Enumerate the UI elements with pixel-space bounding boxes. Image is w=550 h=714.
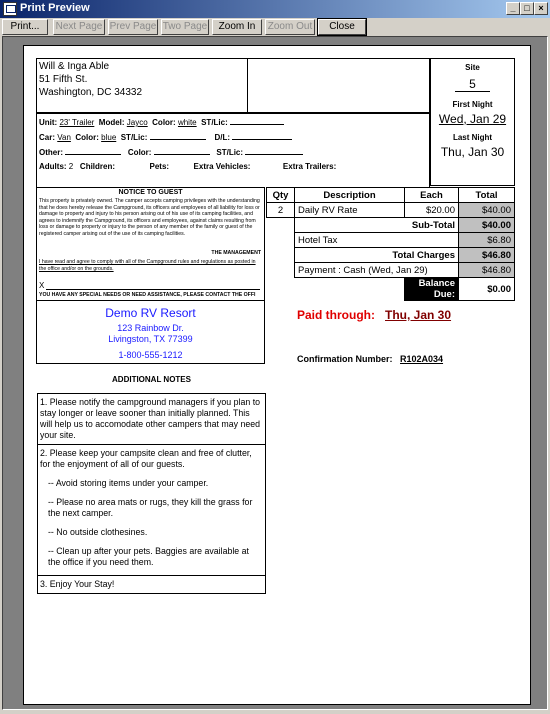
adults-label: Adults: [39, 162, 67, 171]
other-color-label: Color: [127, 148, 152, 157]
children-label: Children: [79, 162, 116, 171]
additional-notes-box [37, 393, 266, 594]
balance-value: $0.00 [459, 278, 515, 301]
signature-mark: X [39, 281, 45, 290]
last-night-label: Last Night [452, 133, 493, 142]
qty-header: Qty [267, 188, 295, 203]
resort-city: Livingston, TX 77399 [108, 334, 193, 344]
toolbar [0, 18, 550, 36]
line-total: $40.00 [459, 203, 515, 218]
note-3: 3. Enjoy Your Stay! [40, 579, 115, 589]
note-2 [38, 445, 265, 576]
notice-title: NOTICE TO GUEST [118, 189, 183, 196]
adults-value: 2 [68, 162, 74, 171]
zoom-in-button[interactable]: Zoom In [212, 19, 262, 35]
two-page-button[interactable]: Two Page [161, 19, 209, 35]
close-window-button[interactable]: × [534, 2, 548, 15]
line-each: $20.00 [405, 203, 459, 218]
tax-row [267, 233, 515, 248]
charges-header-row [267, 188, 515, 203]
zoom-out-button[interactable]: Zoom Out [265, 19, 315, 35]
total-header: Total [459, 188, 515, 203]
unit-label: Unit: [39, 118, 58, 127]
notice-to-guest-box [36, 187, 265, 301]
total-charges-label: Total Charges [295, 248, 459, 263]
window-title: Print Preview [20, 2, 90, 14]
guest-address: 51 Fifth St. [39, 74, 88, 85]
notice-help: YOU HAVE ANY SPECIAL NEEDS OR NEED ASSISTANCE, PLEASE CONTACT THE OFFI [39, 292, 256, 298]
additional-notes-title: ADDITIONAL NOTES [112, 375, 191, 384]
maximize-button[interactable]: □ [520, 2, 534, 15]
extra-trailers-label: Extra Trailers: [282, 162, 337, 171]
notice-agreement: I have read and agree to comply with all of the Campground rules and regulations as posted in the office and/or on the grounds. [39, 259, 256, 272]
other-stlic-blank [245, 154, 303, 155]
site-number-value: 5 [455, 77, 490, 92]
site-number [431, 77, 514, 91]
color-label: Color: [152, 118, 176, 127]
car-value: Van [57, 133, 71, 142]
note-2c: -- No outside clothesines. [48, 527, 148, 537]
stlic-label: ST/Lic: [201, 118, 228, 127]
car-label: Car: [39, 133, 56, 142]
resort-name: Demo RV Resort [105, 306, 196, 320]
model-label: Model: [98, 118, 125, 127]
other-row [39, 148, 303, 157]
car-stlic-label: ST/Lic: [120, 133, 148, 142]
dl-blank [232, 139, 292, 140]
car-row [39, 133, 292, 142]
minimize-button[interactable]: _ [506, 2, 520, 15]
close-button[interactable]: Close [318, 19, 366, 35]
note-1: 1. Please notify the campground managers if you plan to stay longer or leave sooner than initially planned. This will help us to accomodate other campers that may need your site. [38, 394, 265, 445]
other-blank [65, 154, 121, 155]
car-color-value: blue [101, 133, 117, 142]
guest-address-box [36, 58, 248, 113]
preview-viewport[interactable] [2, 36, 548, 710]
confirmation [297, 354, 443, 364]
line-description: Daily RV Rate [295, 203, 405, 218]
resort-street: 123 Rainbow Dr. [117, 323, 184, 333]
resort-phone: 1-800-555-1212 [118, 350, 183, 360]
other-stlic-label: ST/Lic: [216, 148, 244, 157]
note-2b: -- Please no area mats or rugs, they kill the grass for the next camper. [48, 497, 253, 518]
first-night-date: Wed, Jan 29 [438, 112, 507, 126]
receipt-page [23, 45, 531, 705]
prev-page-button[interactable]: Prev Page [108, 19, 158, 35]
guest-name: Will & Inga Able [39, 61, 110, 72]
pets-label: Pets: [149, 162, 170, 171]
car-color-label: Color: [75, 133, 99, 142]
paid-through-date: Thu, Jan 30 [385, 308, 452, 322]
car-stlic-blank [150, 139, 206, 140]
tax-label: Hotel Tax [295, 233, 459, 248]
model-value: Jayco [126, 118, 148, 127]
last-night-date: Thu, Jan 30 [440, 145, 505, 159]
charges-table [266, 187, 515, 301]
site-info-box [430, 58, 515, 186]
subtotal-row [267, 218, 515, 233]
other-label: Other: [39, 148, 63, 157]
note-2d: -- Clean up after your pets. Baggies are available at the office if you need them. [48, 546, 249, 567]
paid-through-label: Paid through: [297, 308, 375, 322]
total-charges-value: $46.80 [459, 248, 515, 263]
extra-vehicles-label: Extra Vehicles: [193, 162, 251, 171]
note-2a: -- Avoid storing items under your camper. [48, 478, 209, 488]
each-header: Each [405, 188, 459, 203]
window-icon [3, 2, 17, 16]
title-bar [0, 0, 550, 18]
subtotal-value: $40.00 [459, 218, 515, 233]
blank-box [247, 58, 430, 113]
resort-info-box [36, 300, 265, 364]
site-label: Site [465, 63, 480, 72]
payment-value: $46.80 [459, 263, 515, 278]
color-value: white [177, 118, 197, 127]
stlic-blank [230, 124, 284, 125]
next-page-button[interactable]: Next Page [53, 19, 105, 35]
other-color-blank [154, 154, 210, 155]
tax-value: $6.80 [459, 233, 515, 248]
notice-body: This property is privately owned. The camper accepts camping privileges with the understanding that he does hereby release the Campground, its officers and employees of all liability for loss or damage to property and injury to his person arising out of his use of its camping facilities, and agrees to indemnify the Campground, its officers and employees, against claims resulting from loss or damage to property or injury to the person of any member of the family or guest of the registered camper arising out of the use of its camping facilities. [39, 198, 260, 237]
first-night-label: First Night [452, 100, 493, 109]
signature-line [46, 289, 260, 290]
vehicle-info-box [36, 113, 430, 187]
dl-label: D/L: [214, 133, 231, 142]
paid-through [297, 308, 451, 322]
balance-label: Balance Due: [405, 278, 459, 301]
unit-row [39, 118, 284, 127]
note-2-text: 2. Please keep your campsite clean and free of clutter, for the enjoyment of all of our guests. [40, 448, 252, 469]
unit-value: 23' Trailer [59, 118, 95, 127]
confirmation-label: Confirmation Number: [297, 354, 393, 364]
charge-line-row [267, 203, 515, 218]
subtotal-label: Sub-Total [295, 218, 459, 233]
occupants-row [39, 162, 336, 171]
guest-city: Washington, DC 34332 [39, 87, 143, 98]
confirmation-number: R102A034 [400, 354, 444, 364]
payment-row [267, 263, 515, 278]
payment-label: Payment : Cash (Wed, Jan 29) [295, 263, 459, 278]
balance-row [267, 278, 515, 301]
notice-signoff: THE MANAGEMENT [211, 250, 261, 256]
total-charges-row [267, 248, 515, 263]
print-button[interactable]: Print... [2, 19, 48, 35]
description-header: Description [295, 188, 405, 203]
line-qty: 2 [267, 203, 295, 218]
